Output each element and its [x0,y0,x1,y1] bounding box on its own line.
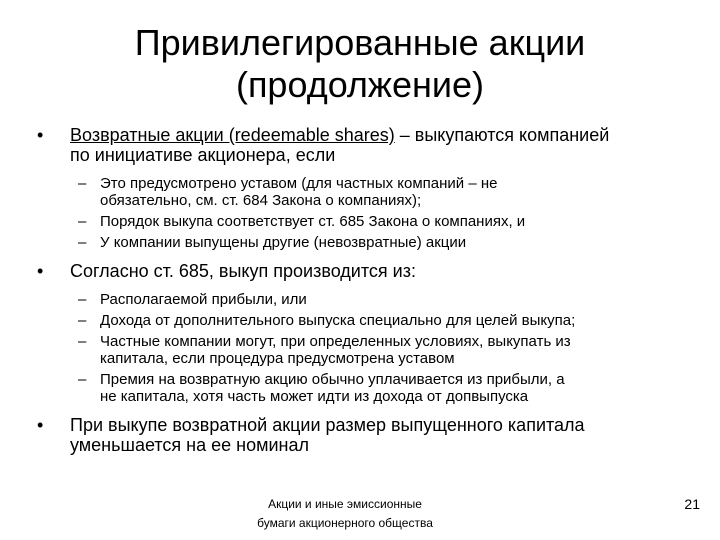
slide-content [0,125,720,465]
sub-item [78,333,686,367]
sub-item [78,234,686,251]
bullet-redemption-sources [37,261,680,281]
dash-marker: – [78,234,87,251]
sub-item-line1: Премия на возвратную акцию обычно уплачивается из прибыли, а [100,371,565,388]
bullet-text: – выкупаются компанией [394,125,610,145]
slide-title [60,22,660,106]
bullet-text-line2: уменьшается на ее номинал [70,435,309,455]
sub-item [78,175,686,209]
bullet-marker: • [37,261,44,281]
dash-marker: – [78,371,87,388]
dash-marker: – [78,213,87,230]
sub-item-line1: Это предусмотрено уставом (для частных компаний – не [100,175,498,192]
sub-item [78,312,686,329]
sub-item-line2: обязательно, см. ст. 684 Закона о компаниях); [100,192,422,209]
sub-item-line2: капитала, если процедура предусмотрена уставом [100,350,455,367]
bullet-text: При выкупе возвратной акции размер выпущенного капитала [70,415,585,435]
sub-item-line1: Частные компании могут, при определенных условиях, выкупать из [100,333,571,350]
bullet-capital-reduction [37,415,680,455]
sub-item-line1: Порядок выкупа соответствует ст. 685 Закона о компаниях, и [100,213,526,230]
sub-item-line2: не капитала, хотя часть может идти из дохода от допвыпуска [100,388,529,405]
dash-marker: – [78,333,87,350]
footer-caption [230,495,460,533]
dash-marker: – [78,312,87,329]
dash-marker: – [78,291,87,308]
sub-item-line1: У компании выпущены другие (невозвратные) акции [100,234,467,251]
bullet-marker: • [37,415,44,435]
footer-line-1: Акции и иные эмиссионные [268,497,422,511]
redeemable-shares-term: Возвратные акции (redeemable shares) [70,125,395,145]
sub-item [78,213,686,230]
bullet-redeemable-shares [37,125,680,165]
page-number: 21 [684,496,700,512]
bullet-marker: • [37,125,44,145]
dash-marker: – [78,175,87,192]
title-line-2: (продолжение) [235,64,485,105]
sub-item [78,291,686,308]
sub-item-line1: Дохода от дополнительного выпуска специально для целей выкупа; [100,312,576,329]
bullet-text: Согласно ст. 685, выкуп производится из: [70,261,416,281]
sub-item-line1: Располагаемой прибыли, или [100,291,307,308]
title-line-1: Привилегированные акции [134,22,586,63]
footer-line-2: бумаги акционерного общества [257,516,433,530]
sub-item [78,371,686,405]
bullet-text-line2: по инициативе акционера, если [70,145,336,165]
